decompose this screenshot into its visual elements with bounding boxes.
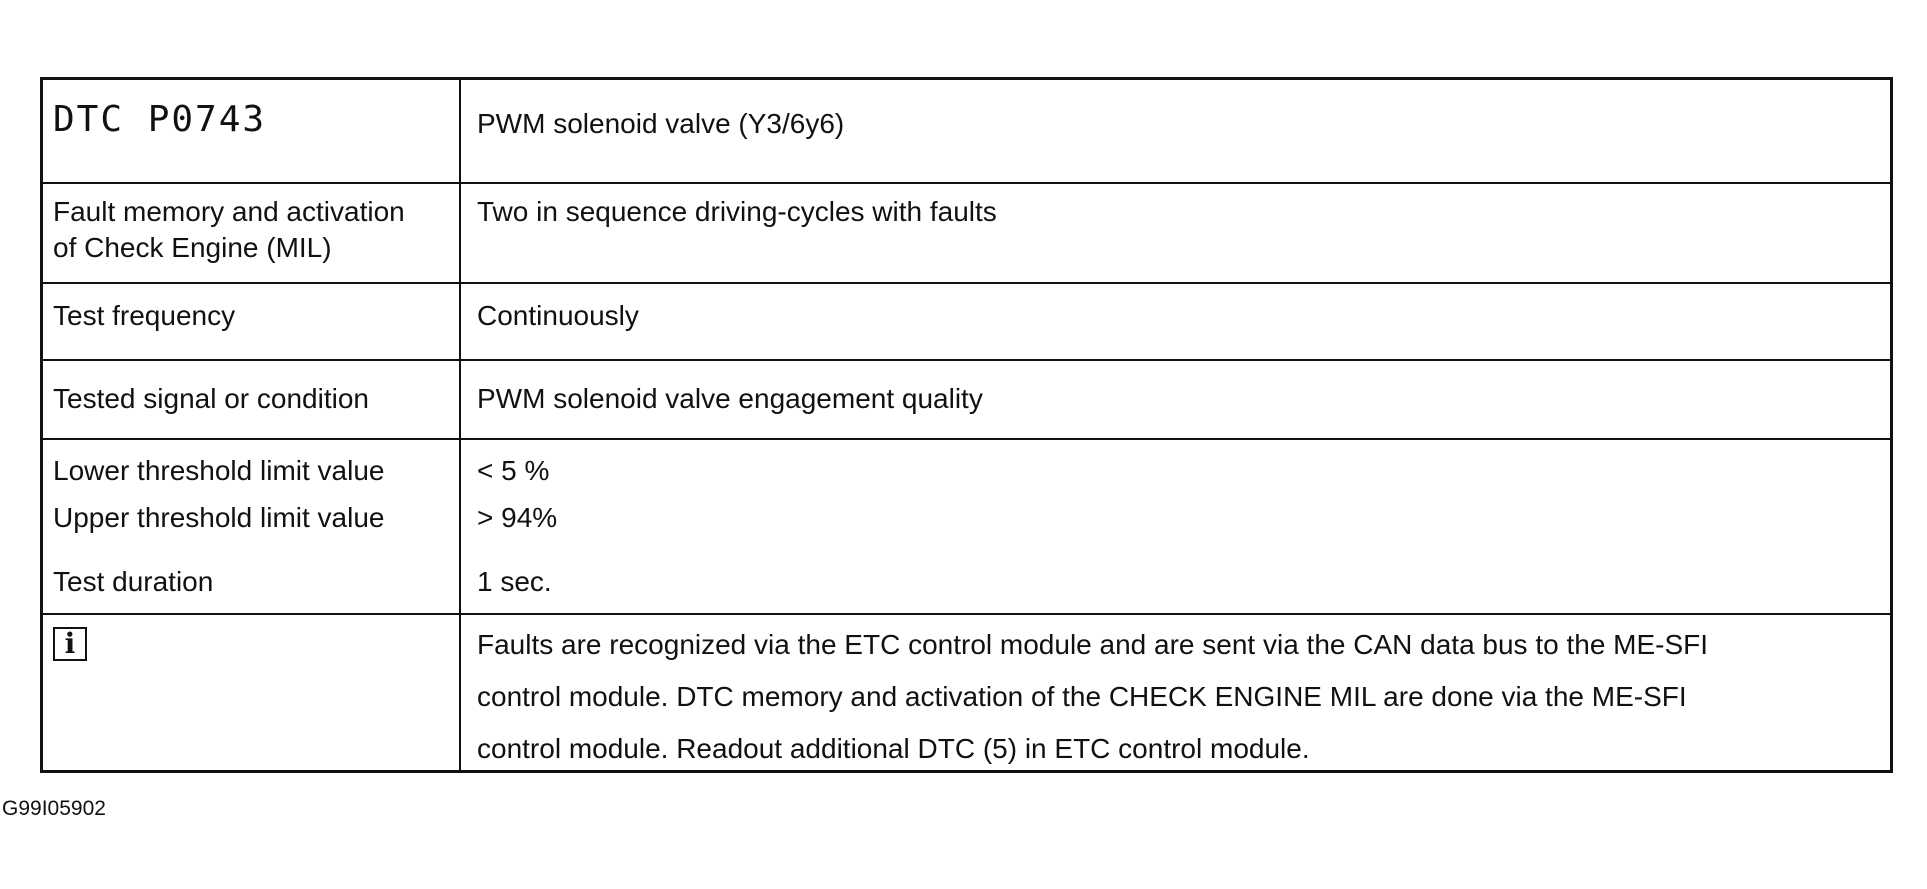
dtc-table: [40, 77, 1893, 773]
fault-memory-label: [43, 184, 461, 282]
thresholds-labels: [43, 440, 461, 613]
note-line-1: Faults are recognized via the ETC control module and are sent via the CAN data bus to the ME-SFI: [477, 629, 1709, 660]
note-text: [461, 615, 1890, 770]
note-icon-cell: [43, 615, 461, 770]
row-test-frequency: [43, 284, 1890, 361]
thresholds-values: [461, 440, 1890, 613]
fault-memory-label-line-1: Fault memory and activation: [53, 196, 405, 227]
row-note: [43, 615, 1890, 770]
note-line-3: control module. Readout additional DTC (5) in ETC control module.: [477, 733, 1310, 764]
test-frequency-value: Continuously: [477, 300, 639, 331]
figure-caption: G99I05902: [2, 797, 106, 820]
test-duration-value: 1 sec.: [477, 566, 552, 597]
row-dtc: [43, 80, 1890, 184]
info-icon: i: [53, 627, 87, 661]
dtc-description: PWM solenoid valve (Y3/6y6): [477, 108, 845, 139]
fault-memory-value: Two in sequence driving-cycles with faults: [477, 196, 997, 227]
test-frequency-label: Test frequency: [43, 284, 461, 359]
lower-threshold-label: Lower threshold limit value: [53, 455, 385, 486]
upper-threshold-value: > 94%: [477, 502, 558, 533]
tested-signal-label: Tested signal or condition: [43, 361, 461, 438]
row-fault-memory: [43, 184, 1890, 284]
upper-threshold-label: Upper threshold limit value: [53, 502, 385, 533]
note-line-2: control module. DTC memory and activation of the CHECK ENGINE MIL are done via the ME-SFI: [477, 681, 1687, 712]
tested-signal-value: PWM solenoid valve engagement quality: [477, 383, 983, 414]
test-duration-label: Test duration: [53, 566, 214, 597]
dtc-code-label: DTC P0743: [43, 80, 461, 182]
row-tested-signal: [43, 361, 1890, 440]
row-thresholds: [43, 440, 1890, 615]
lower-threshold-value: < 5 %: [477, 455, 550, 486]
fault-memory-label-line-2: of Check Engine (MIL): [53, 232, 332, 263]
